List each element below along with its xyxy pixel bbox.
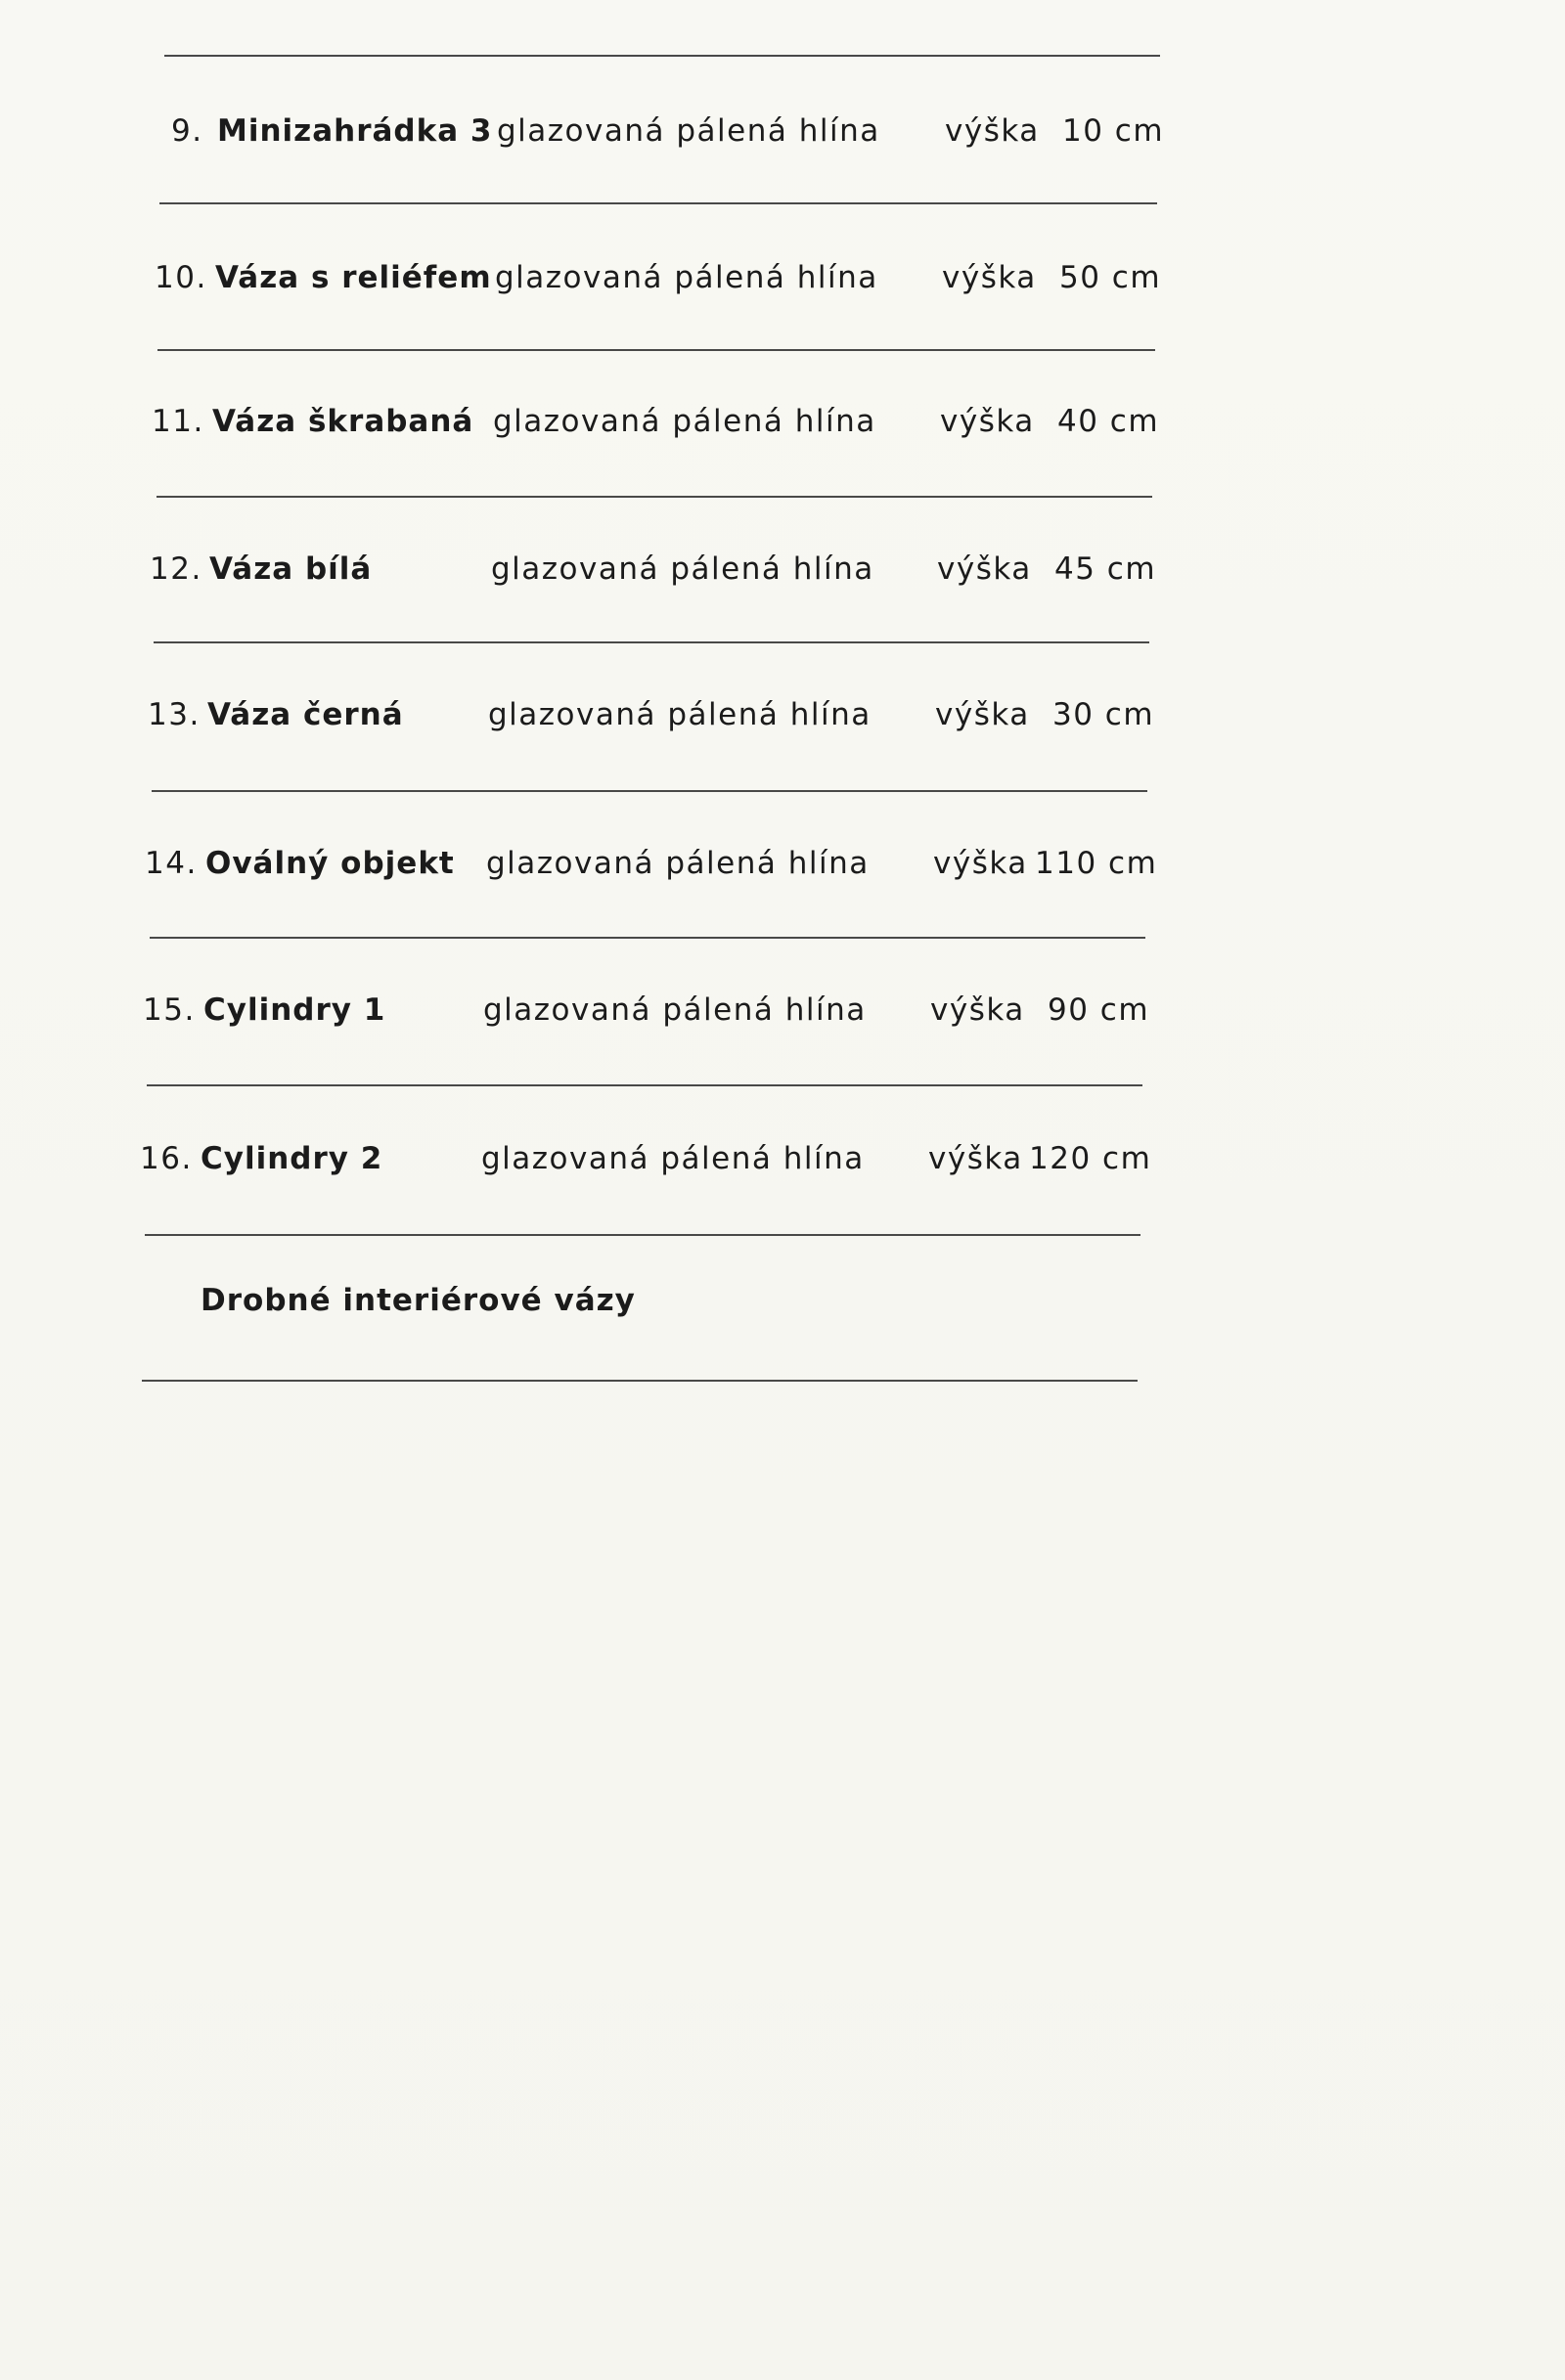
- list-item: [0, 1134, 1565, 1183]
- list-item: [0, 397, 1565, 446]
- item-height-value: 30 cm: [1052, 697, 1155, 732]
- item-number: 13.: [148, 697, 201, 732]
- item-name: Cylindry 2: [201, 1141, 383, 1176]
- item-material: glazovaná pálená hlína: [483, 992, 867, 1028]
- item-material: glazovaná pálená hlína: [493, 404, 876, 439]
- divider-rule: [156, 496, 1152, 498]
- item-height-label: výška: [942, 260, 1037, 295]
- item-number: 15.: [143, 992, 196, 1028]
- item-height-label: výška: [930, 992, 1025, 1028]
- item-height-value: 45 cm: [1054, 551, 1157, 587]
- item-material: glazovaná pálená hlína: [495, 260, 878, 295]
- item-material: glazovaná pálená hlína: [488, 697, 872, 732]
- item-height-value: 50 cm: [1059, 260, 1162, 295]
- list-item: [0, 986, 1565, 1035]
- divider-rule: [157, 349, 1155, 351]
- divider-rule: [152, 790, 1147, 792]
- divider-rule: [150, 937, 1145, 939]
- item-name: Cylindry 1: [203, 992, 386, 1028]
- item-height-value: 40 cm: [1057, 404, 1160, 439]
- item-material: glazovaná pálená hlína: [491, 551, 874, 587]
- divider-rule: [164, 55, 1160, 57]
- item-name: Váza bílá: [209, 551, 373, 587]
- item-number: 11.: [152, 404, 204, 439]
- item-number: 12.: [150, 551, 202, 587]
- list-item: [0, 690, 1565, 739]
- item-number: 10.: [155, 260, 207, 295]
- item-material: glazovaná pálená hlína: [497, 113, 880, 149]
- section-title: Drobné interiérové vázy: [201, 1283, 636, 1318]
- item-height-label: výška: [940, 404, 1035, 439]
- list-item: [0, 253, 1565, 302]
- item-number: 9.: [171, 113, 203, 149]
- item-height-label: výška: [945, 113, 1040, 149]
- item-name: Váza škrabaná: [212, 404, 474, 439]
- item-height-label: výška: [928, 1141, 1023, 1176]
- divider-rule: [147, 1084, 1142, 1086]
- item-height-value: 120 cm: [1029, 1141, 1152, 1176]
- divider-rule: [145, 1234, 1140, 1236]
- item-number: 14.: [145, 846, 198, 881]
- item-name: Oválný objekt: [205, 846, 455, 881]
- item-height-label: výška: [937, 551, 1032, 587]
- item-material: glazovaná pálená hlína: [481, 1141, 865, 1176]
- item-number: 16.: [140, 1141, 193, 1176]
- item-name: Váza s reliéfem: [215, 260, 492, 295]
- item-name: Váza černá: [207, 697, 404, 732]
- divider-rule: [154, 641, 1149, 643]
- list-item: [0, 107, 1565, 155]
- divider-rule: [159, 202, 1157, 204]
- item-height-value: 110 cm: [1035, 846, 1158, 881]
- item-height-value: 90 cm: [1048, 992, 1150, 1028]
- item-height-value: 10 cm: [1062, 113, 1165, 149]
- divider-rule: [142, 1380, 1138, 1382]
- item-name: Minizahrádka 3: [217, 113, 493, 149]
- item-material: glazovaná pálená hlína: [486, 846, 870, 881]
- list-item: [0, 545, 1565, 594]
- item-height-label: výška: [935, 697, 1030, 732]
- item-height-label: výška: [933, 846, 1028, 881]
- list-item: [0, 839, 1565, 888]
